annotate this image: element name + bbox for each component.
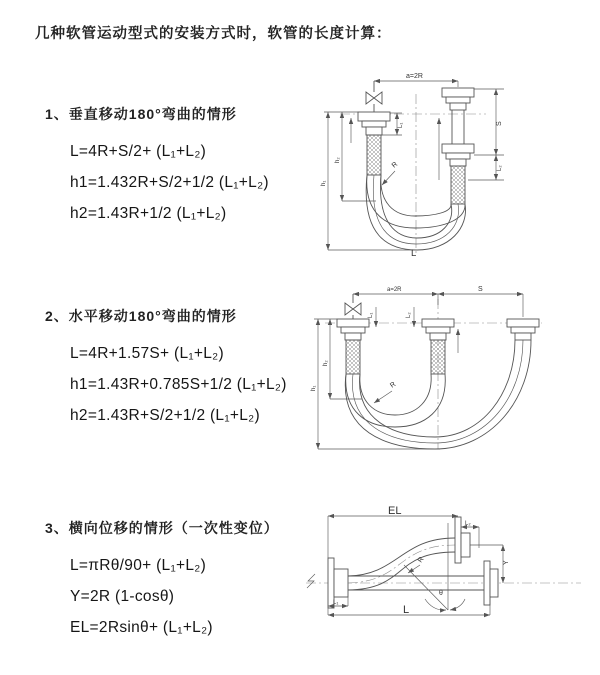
dim-label-h2: h₂ [323,360,329,366]
valve-icon [366,92,382,104]
hose-s-curve [348,538,455,590]
dimension-el [328,505,458,558]
section-3-formula-EL: EL=2Rsinθ+ (L₁+L₂) [70,619,213,636]
valve-icon [345,303,361,315]
dimension-l1-l2 [368,307,414,327]
dim-label-l: L [403,604,410,616]
dim-label-s: S [478,286,483,293]
section-1-formula-h1: h1=1.432R+S/2+1/2 (L₁+L₂) [70,174,269,191]
dim-label-l: L [411,248,417,258]
dim-label-h1: h₁ [321,180,327,186]
left-riser [351,81,390,175]
hose-u-bend-narrow [346,374,446,427]
section-1-heading: 1、垂直移动180°弯曲的情形 [45,106,237,122]
section-1-formula-L: L=4R+S/2+ (L₁+L₂) [70,143,207,160]
section-1-formula-h2: h2=1.43R+1/2 (L₁+L₂) [70,205,227,222]
dimension-span [374,73,458,87]
left-riser [337,294,369,374]
dim-label-span: a=2R [387,287,402,293]
dim-label-h2: h₂ [335,157,341,163]
dim-label-l2: L₂ [465,521,471,527]
section-2-heading: 2、水平移动180°弯曲的情形 [45,308,237,324]
section-2-formula-h1: h1=1.43R+0.785S+1/2 (L₁+L₂) [70,376,287,393]
dim-label-l1: L₁ [398,122,404,128]
section-1-text [45,104,269,229]
section-2-formula-L: L=4R+1.57S+ (L₁+L₂) [70,345,224,362]
radius-callout [382,161,399,185]
dim-label-h1: h₁ [311,385,317,391]
section-3-heading: 3、横向位移的情形（一次性变位） [45,520,279,536]
diagram-vertical-180-bend [318,68,570,258]
dim-label-span: a=2R [406,73,423,80]
section-3-formula-L: L=πRθ/90+ (L₁+L₂) [70,557,207,574]
radius-callout [408,556,426,573]
dimension-stroke-s [468,89,504,180]
dim-label-l1: L₁ [333,600,339,606]
dim-label-l2: L₂ [406,312,412,318]
right-riser [439,88,474,204]
diagram-horizontal-180-bend [310,281,578,453]
break-mark [307,574,315,588]
right-riser [507,319,539,340]
diagram-lateral-displacement [303,503,588,648]
dim-label-y: Y [503,560,510,565]
section-3-text [45,518,279,643]
section-2-text [45,306,287,431]
section-3-formula-Y: Y=2R (1-cosθ) [70,588,175,605]
dim-label-theta: θ [439,590,443,597]
dim-label-r: R [416,555,426,565]
dim-label-r: R [389,381,398,390]
middle-riser [422,319,458,374]
dim-label-l2: L₂ [497,165,503,171]
section-2-formula-h2: h2=1.43R+S/2+1/2 (L₁+L₂) [70,407,260,424]
dim-label-l1: L₁ [368,312,374,318]
dim-label-s: S [496,121,503,126]
dim-label-r: R [390,160,400,170]
radius-callout [374,381,397,403]
dim-label-el: EL [388,505,402,517]
dimension-l [328,597,490,616]
document-title: 几种软管运动型式的安装方式时，软管的长度计算： [35,26,392,42]
dimension-h1-h2 [311,319,440,449]
